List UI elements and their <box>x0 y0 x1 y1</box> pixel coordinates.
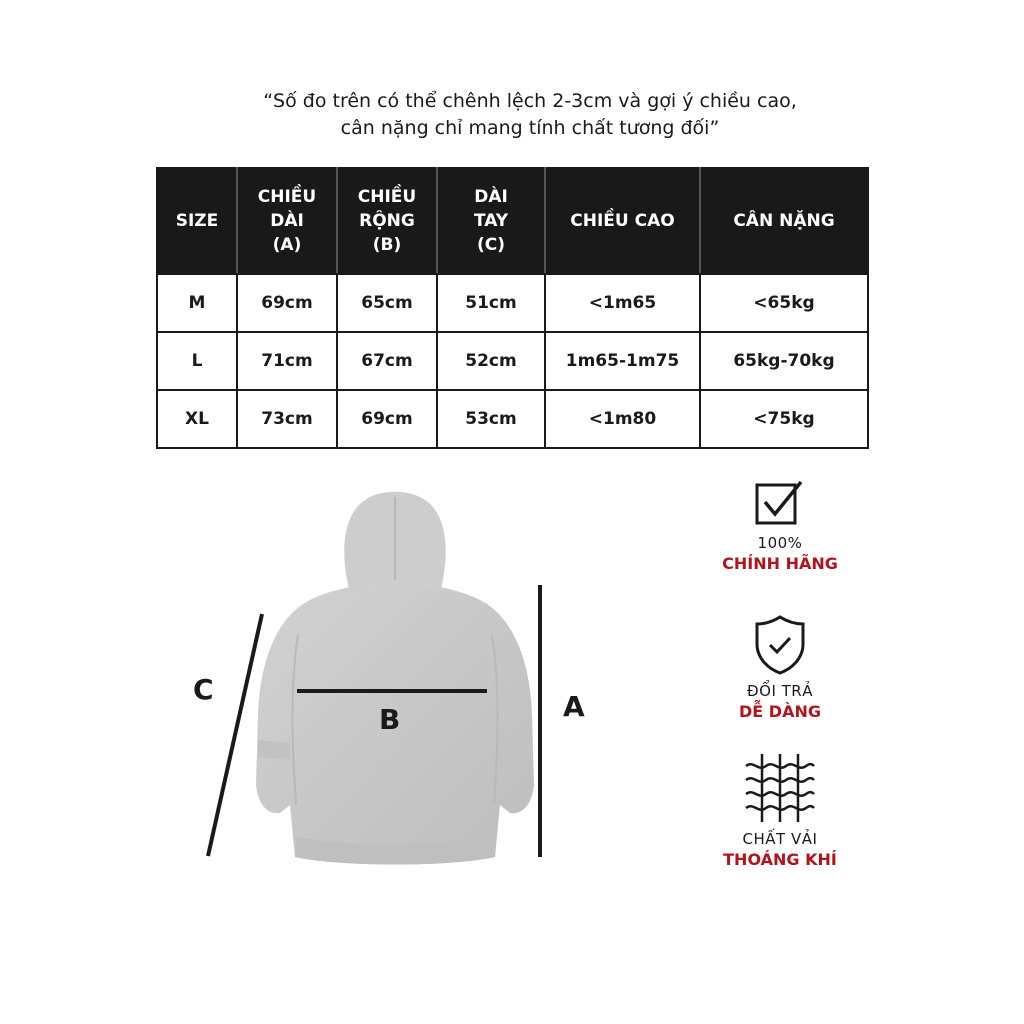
header-sleeve: DÀI TAY (C) <box>437 168 545 274</box>
cell-sleeve: 52cm <box>437 332 545 390</box>
disclaimer-line-2: cân nặng chỉ mang tính chất tương đối” <box>340 117 720 139</box>
header-size: SIZE <box>157 168 237 274</box>
hoodie-back-illustration <box>250 485 540 875</box>
table-row <box>157 332 868 390</box>
cell-sleeve: 53cm <box>437 390 545 448</box>
header-width: CHIỀU RỘNG (B) <box>337 168 437 274</box>
fabric-weave-icon <box>744 752 816 824</box>
table-header-row <box>157 168 868 274</box>
badge-breathable-line2: THOÁNG KHÍ <box>723 850 837 869</box>
badge-breathable-line1: CHẤT VẢI <box>742 830 818 848</box>
cell-length: 73cm <box>237 390 337 448</box>
badge-breathable <box>690 752 870 869</box>
shield-check-icon <box>753 614 807 676</box>
sleeve-measure-line <box>200 610 270 860</box>
cell-size: XL <box>157 390 237 448</box>
length-measure-line <box>538 585 542 857</box>
disclaimer-note <box>200 88 860 142</box>
cell-width: 65cm <box>337 274 437 332</box>
header-length: CHIỀU DÀI (A) <box>237 168 337 274</box>
cell-height: <1m65 <box>545 274 700 332</box>
cell-sleeve: 51cm <box>437 274 545 332</box>
cell-weight: 65kg-70kg <box>700 332 868 390</box>
header-height: CHIỀU CAO <box>545 168 700 274</box>
cell-width: 69cm <box>337 390 437 448</box>
cell-height: 1m65-1m75 <box>545 332 700 390</box>
cell-length: 69cm <box>237 274 337 332</box>
label-a: A <box>563 690 585 723</box>
disclaimer-line-1: “Số đo trên có thể chênh lệch 2-3cm và gợi ý chiều cao, <box>263 90 797 112</box>
cell-height: <1m80 <box>545 390 700 448</box>
badge-easy-return-line1: ĐỔI TRẢ <box>747 682 813 700</box>
table-row <box>157 274 868 332</box>
label-c: C <box>193 673 214 706</box>
checkbox-icon <box>753 478 807 528</box>
cell-weight: <65kg <box>700 274 868 332</box>
cell-length: 71cm <box>237 332 337 390</box>
cell-width: 67cm <box>337 332 437 390</box>
header-weight: CÂN NẶNG <box>700 168 868 274</box>
cell-weight: <75kg <box>700 390 868 448</box>
size-chart-table <box>156 167 869 449</box>
cell-size: L <box>157 332 237 390</box>
badge-authentic-line1: 100% <box>757 534 803 552</box>
cell-size: M <box>157 274 237 332</box>
table-row <box>157 390 868 448</box>
badge-authentic-line2: CHÍNH HÃNG <box>722 554 838 573</box>
badge-easy-return <box>690 614 870 721</box>
badge-authentic <box>690 478 870 573</box>
width-measure-line <box>297 689 487 693</box>
badge-easy-return-line2: DỄ DÀNG <box>739 702 821 721</box>
label-b: B <box>379 703 401 736</box>
